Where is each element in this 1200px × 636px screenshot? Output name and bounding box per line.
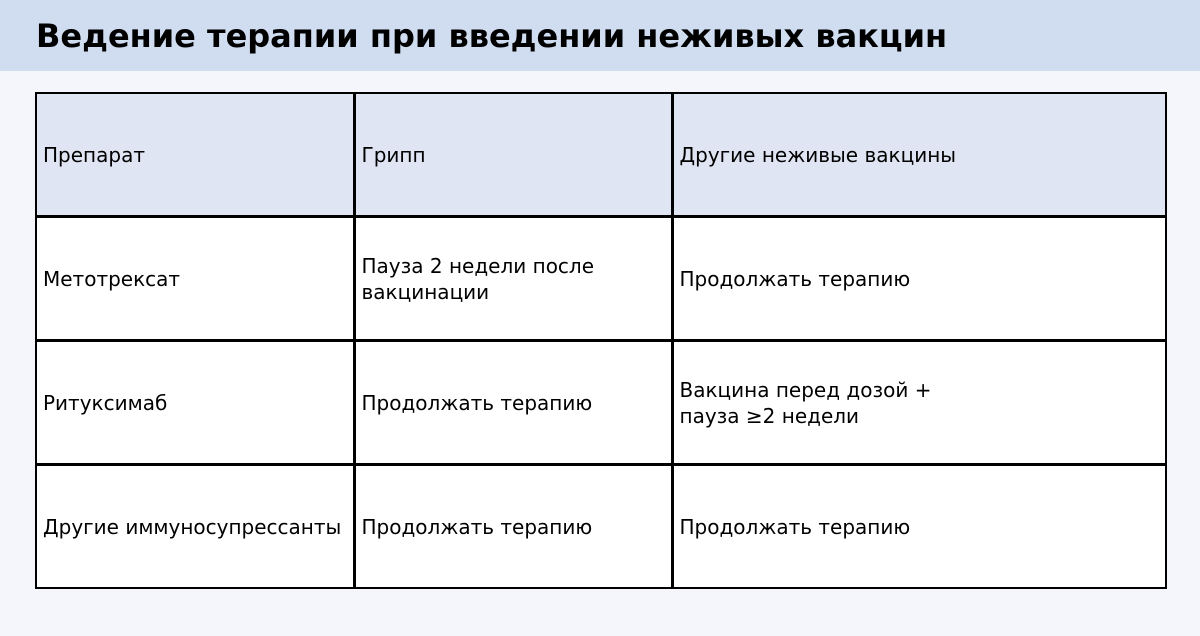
header-other-vaccines: Другие неживые вакцины xyxy=(672,93,1166,217)
cell-flu-line: Продолжать терапию xyxy=(361,514,593,539)
cell-flu-line: Продолжать терапию xyxy=(361,390,593,415)
cell-drug: Ритуксимаб xyxy=(36,341,354,465)
cell-other-line: пауза ≥2 недели xyxy=(679,403,860,428)
cell-drug: Метотрексат xyxy=(36,217,354,341)
cell-other xyxy=(672,217,1166,341)
cell-other xyxy=(672,341,1166,465)
cell-flu-line: Пауза 2 недели после xyxy=(361,253,595,278)
title-bar xyxy=(0,0,1200,71)
table-header-row xyxy=(36,93,1166,217)
header-drug: Препарат xyxy=(36,93,354,217)
therapy-table xyxy=(35,92,1167,589)
header-flu: Грипп xyxy=(354,93,672,217)
cell-flu xyxy=(354,465,672,589)
cell-other xyxy=(672,465,1166,589)
cell-drug: Другие иммуносупрессанты xyxy=(36,465,354,589)
cell-other-line: Вакцина перед дозой + xyxy=(679,377,932,402)
cell-flu xyxy=(354,341,672,465)
table-row xyxy=(36,465,1166,589)
cell-other-line: Продолжать терапию xyxy=(679,266,911,291)
page-title: Ведение терапии при введении неживых вакцин xyxy=(36,17,948,55)
cell-other-line: Продолжать терапию xyxy=(679,514,911,539)
table-row xyxy=(36,341,1166,465)
cell-flu xyxy=(354,217,672,341)
cell-flu-line: вакцинации xyxy=(361,279,490,304)
table-row xyxy=(36,217,1166,341)
